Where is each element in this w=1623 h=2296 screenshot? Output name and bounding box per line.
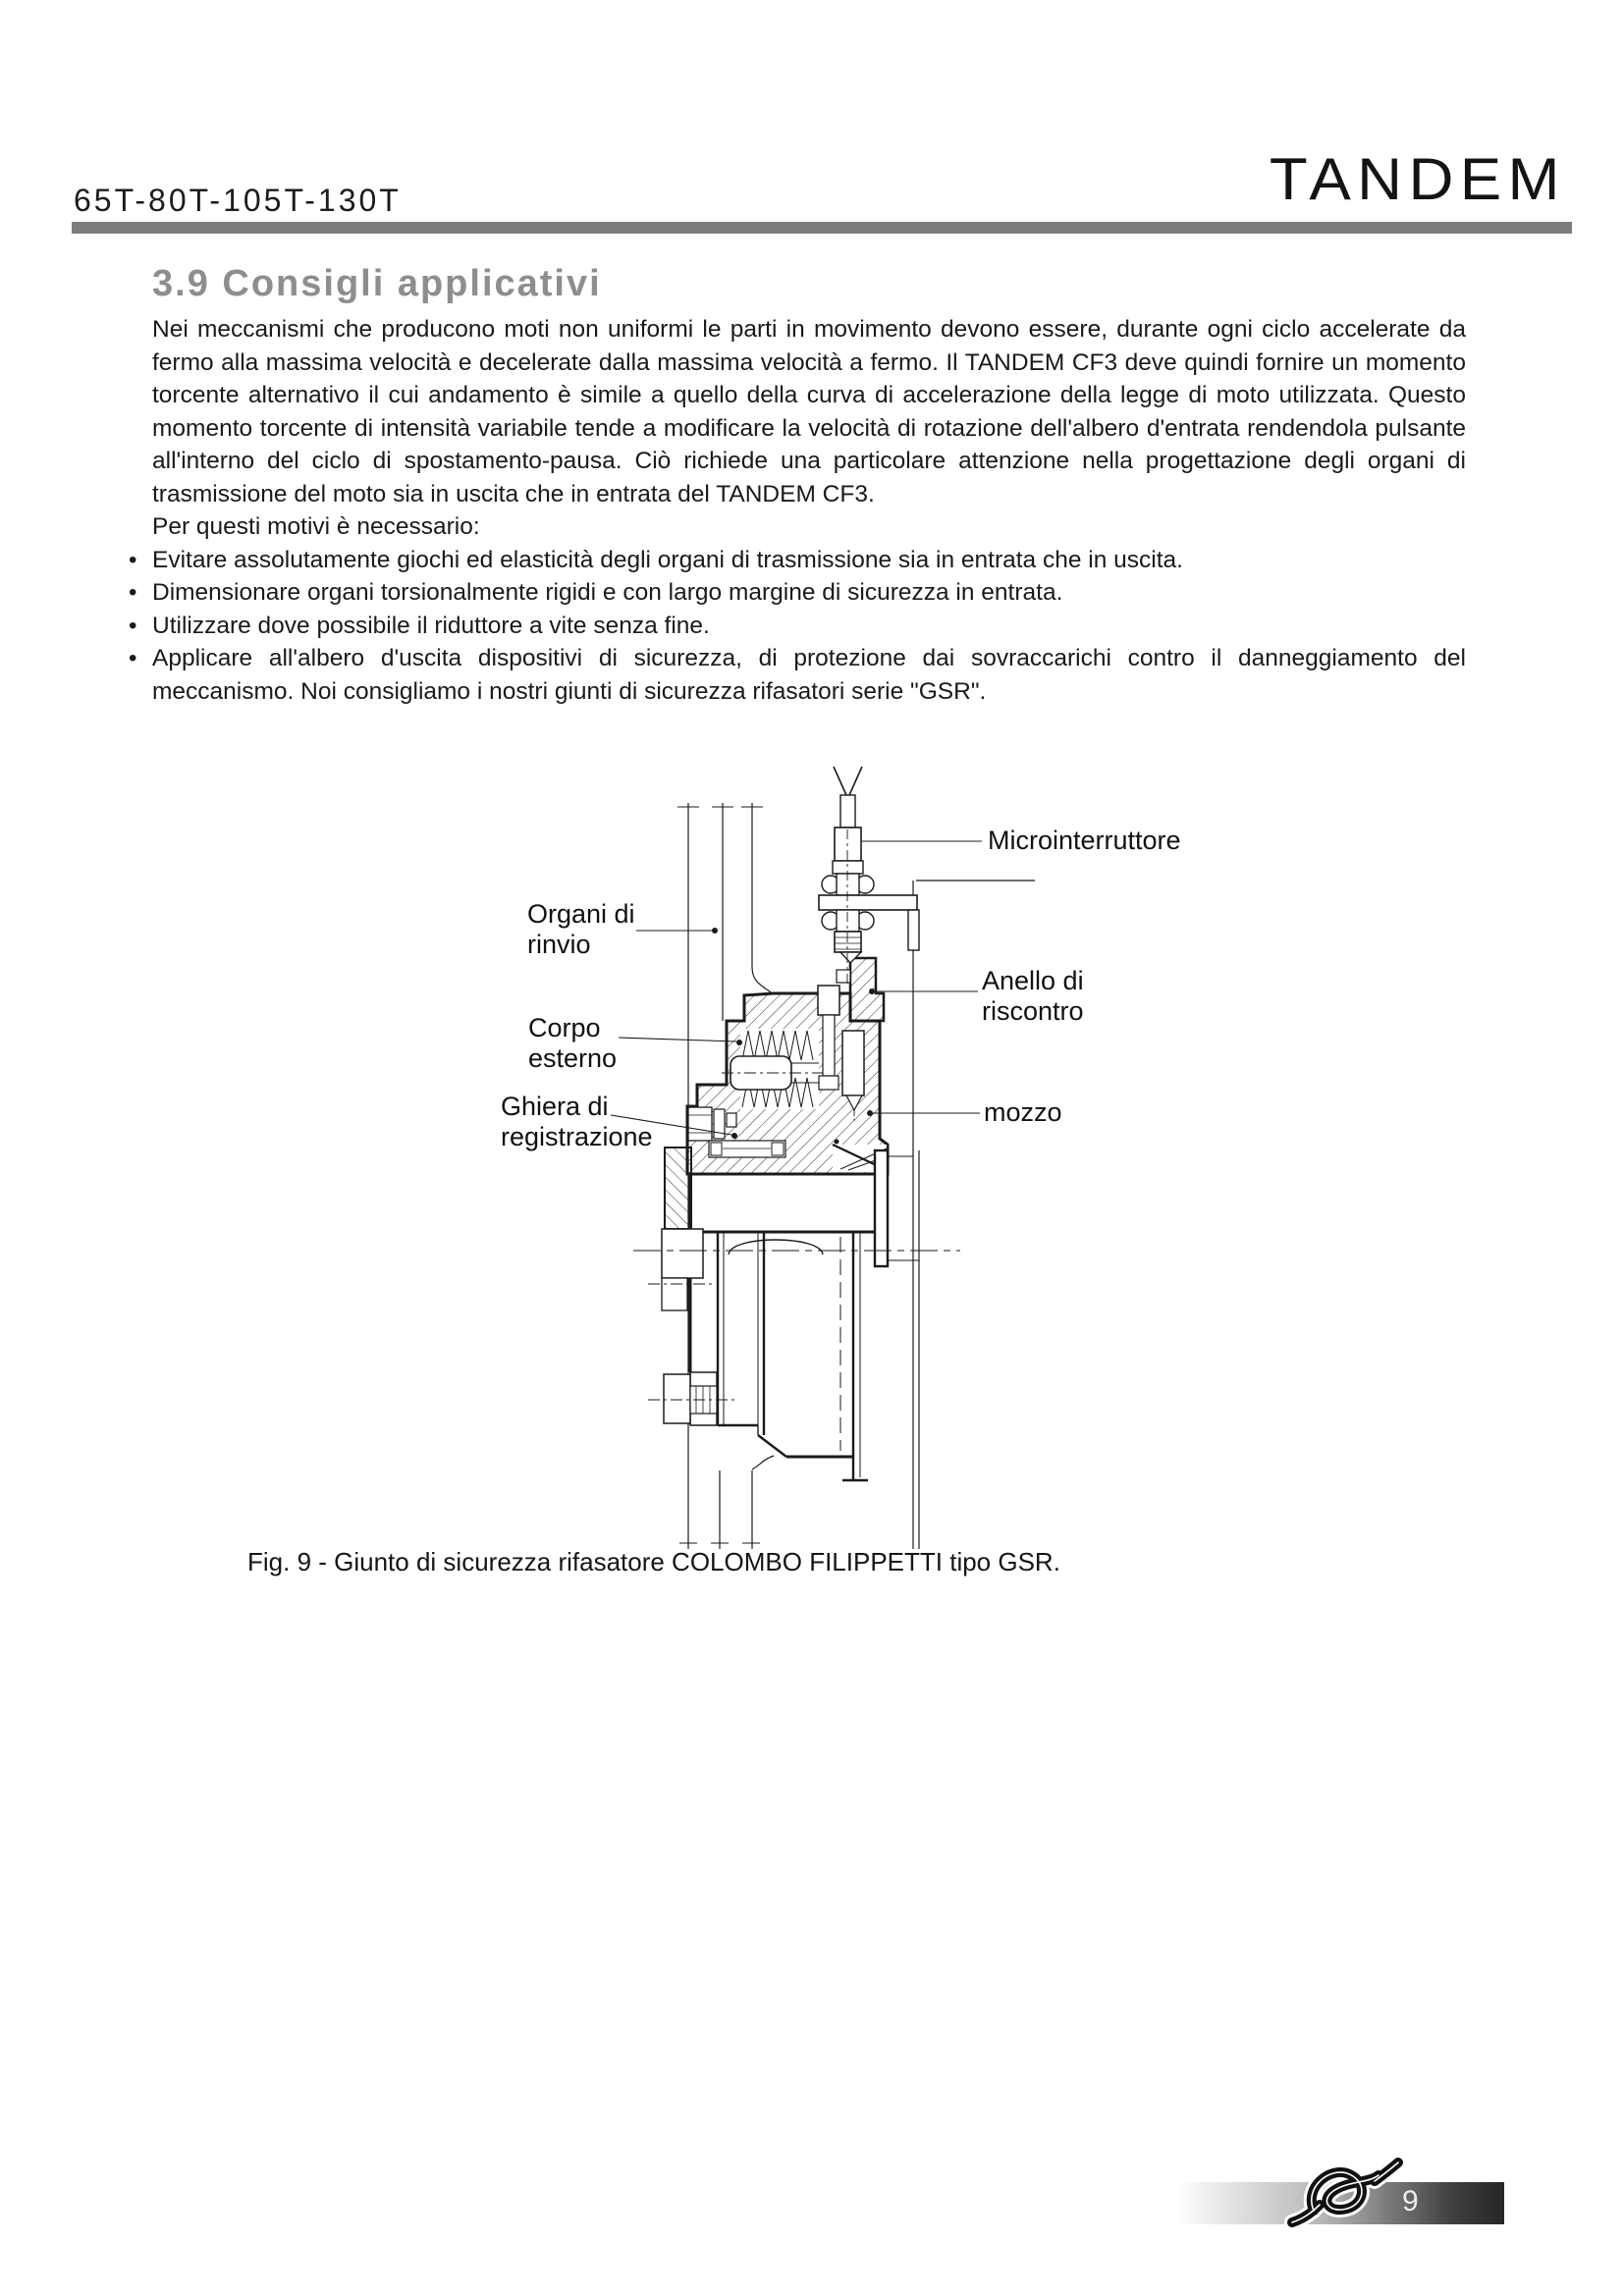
label-microinterruttore: Microinterruttore <box>988 826 1181 855</box>
label-ghiera-di-registrazione: Ghiera di registrazione <box>501 1092 653 1151</box>
bullet-item <box>129 642 1466 708</box>
header-model-range: 65T-80T-105T-130T <box>74 183 402 218</box>
lead-in-line: Per questi motivi è necessario: <box>152 513 480 540</box>
page-number: 9 <box>1402 2185 1419 2217</box>
bullet-text: Dimensionare organi torsionalmente rigidi e con largo margine di sicurezza in entrata. <box>152 579 1063 606</box>
bullet-text: Applicare all'albero d'uscita dispositivi di sicurezza, di protezione dai sovraccarichi contro il danneggiamento del meccanismo. Noi consigliamo i nostri giunti di sicurezza rifasatori serie "GSR". <box>152 645 1466 705</box>
bullet-icon: • <box>129 579 137 606</box>
bullet-list <box>129 544 1466 709</box>
brand-title: TANDEM <box>1270 146 1566 212</box>
label-corpo-esterno: Corpo esterno <box>528 1013 618 1073</box>
header-rule <box>72 222 1572 234</box>
label-anello-di-riscontro: Anello di riscontro <box>982 966 1084 1026</box>
bullet-icon: • <box>129 546 137 573</box>
bullet-item <box>129 610 1466 643</box>
bullet-item <box>129 544 1466 577</box>
bullet-text: Utilizzare dove possibile il riduttore a vite senza fine. <box>152 612 710 639</box>
paragraph-1: Nei meccanismi che producono moti non uniformi le parti in movimento devono essere, durante ogni ciclo accelerate da fermo alla massima velocità e decelerate dalla massima velocità a fermo. Il TANDEM CF3 deve quindi fornire un momento torcente alternativo il cui andamento è simile a quello della curva di accelerazione della legge di moto utilizzata. Questo momento torcente di intensità variabile tende a modificare la velocità di rotazione dell'albero d'entrata rendendola pulsante all'interno del ciclo di spostamento-pausa. Ciò richiede una particolare attenzione nella progettazione degli organi di trasmissione del moto sia in uscita che in entrata del TANDEM CF3. <box>152 316 1466 507</box>
bullet-icon: • <box>129 612 137 639</box>
bullet-item <box>129 576 1466 610</box>
knot-logo <box>1284 2154 1406 2240</box>
figure-caption: Fig. 9 - Giunto di sicurezza rifasatore COLOMBO FILIPPETTI tipo GSR. <box>247 1547 1060 1576</box>
bullet-icon: • <box>129 645 137 671</box>
section-body <box>129 263 1466 708</box>
bullet-text: Evitare assolutamente giochi ed elasticità degli organi di trasmissione sia in entrata che in uscita. <box>152 546 1183 573</box>
label-mozzo: mozzo <box>984 1097 1062 1127</box>
section-heading: 3.9 Consigli applicativi <box>152 263 602 304</box>
label-organi-di-rinvio: Organi di rinvio <box>527 899 635 959</box>
